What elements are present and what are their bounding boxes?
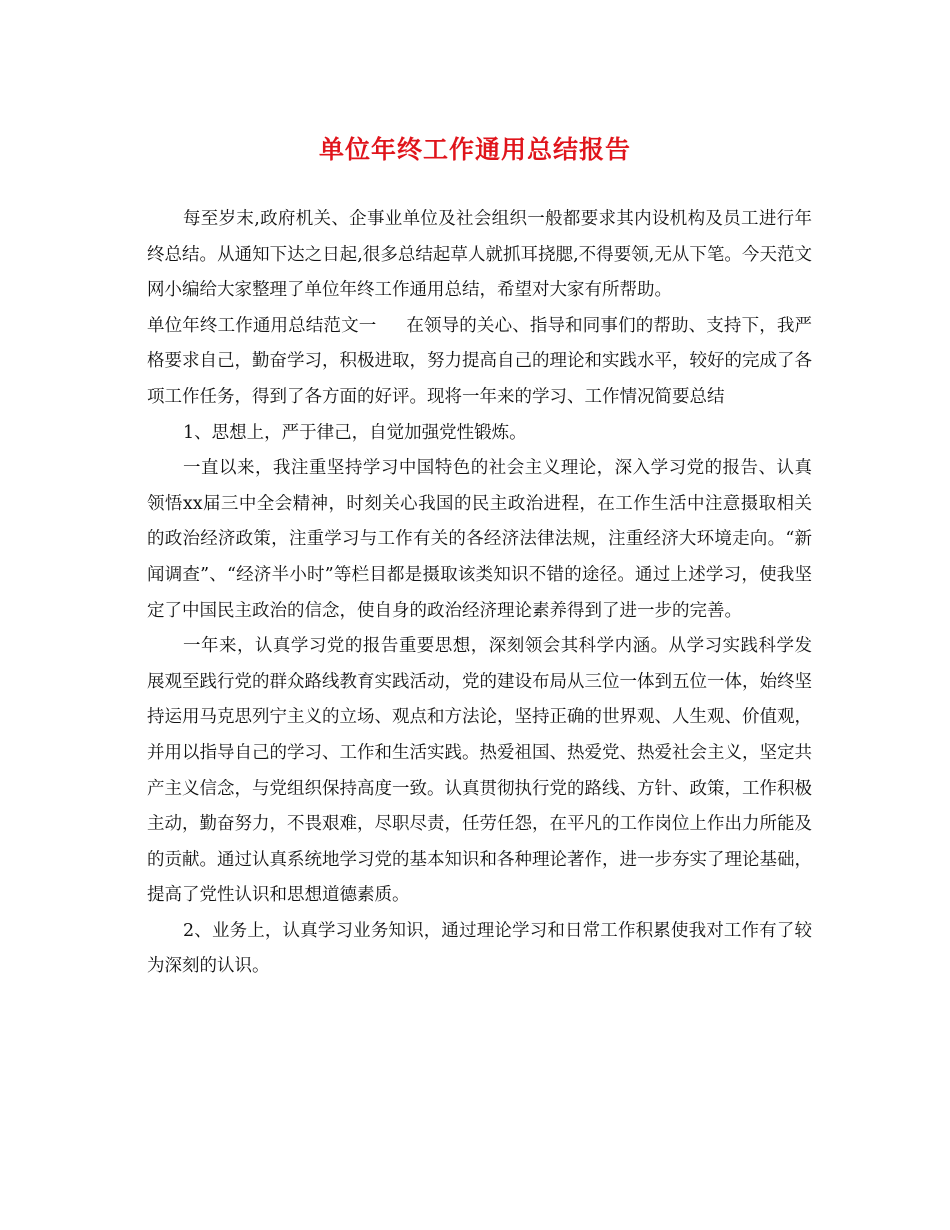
document-body xyxy=(147,202,812,985)
paragraph-intro xyxy=(147,202,812,309)
paragraph-sample-one xyxy=(147,309,812,416)
document-title: 单位年终工作通用总结报告 xyxy=(318,135,631,164)
paragraph-point-1 xyxy=(147,416,812,452)
paragraph-text: 2、业务上，认真学习业务知识，通过理论学习和日常工作积累使我对工作有了较为深刻的认识。 xyxy=(147,920,812,977)
paragraph-text: 一年来，认真学习党的报告重要思想，深刻领会其科学内涵。从学习实践科学发展观至践行党的群众路线教育实践活动，党的建设布局从三位一体到五位一体，始终坚持运用马克思列宁主义的立场、观点和方法论，坚持正确的世界观、人生观、价值观，并用以指导自己的学习、工作和生活实践。热爱祖国、热爱党、热爱社会主义，坚定共产主义信念，与党组织保持高度一致。认真贯彻执行党的路线、方针、政策，工作积极主动，勤奋努力，不畏艰难，尽职尽责，任劳任怨，在平凡的工作岗位上作出力所能及的贡献。通过认真系统地学习党的基本知识和各种理论著作，进一步夯实了理论基础，提高了党性认识和思想道德素质。 xyxy=(147,636,812,906)
section-heading: 单位年终工作通用总结范文一 xyxy=(147,315,377,336)
paragraph-text: 在领导的关心、指导和同事们的帮助、支持下，我严格要求自己，勤奋学习，积极进取，努力提高自己的理论和实践水平，较好的完成了各项工作任务，得到了各方面的好评。现将一年来的学习、工作情况简要总结 xyxy=(147,315,813,407)
paragraph-party-theory xyxy=(147,629,812,914)
paragraph-study xyxy=(147,451,812,629)
paragraph-text: 每至岁末,政府机关、企事业单位及社会组织一般都要求其内设机构及员工进行年终总结。从通知下达之日起,很多总结起草人就抓耳挠腮,不得要领,无从下笔。今天范文网小编给大家整理了单位年终工作通用总结，希望对大家有所帮助。 xyxy=(147,209,812,301)
paragraph-text: 一直以来，我注重坚持学习中国特色的社会主义理论，深入学习党的报告、认真领悟xx届三中全会精神，时刻关心我国的民主政治进程，在工作生活中注意摄取相关的政治经济政策，注重学习与工作有关的各经济法律法规，注重经济大环境走向。“新闻调查”、“经济半小时”等栏目都是摄取该类知识不错的途径。通过上述学习，使我坚定了中国民主政治的信念，使自身的政治经济理论素养得到了进一步的完善。 xyxy=(147,458,812,621)
paragraph-point-2 xyxy=(147,914,812,985)
paragraph-text: 1、思想上，严于律己，自觉加强党性锻炼。 xyxy=(183,422,527,443)
